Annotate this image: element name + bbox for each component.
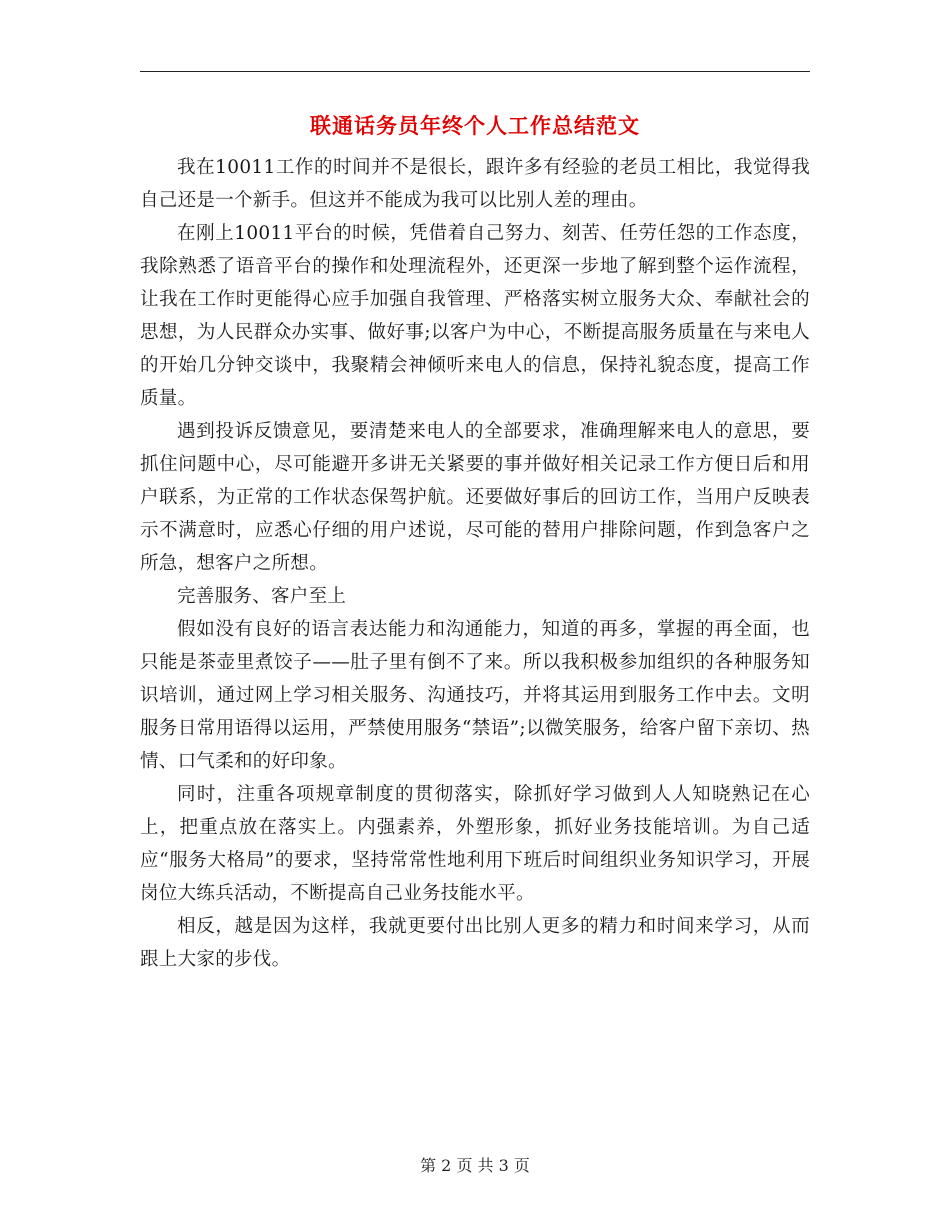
paragraph-5: 同时，注重各项规章制度的贯彻落实，除抓好学习做到人人知晓熟记在心上，把重点放在落实上。内强素养，外塑形象，抓好业务技能培训。为自己适应“服务大格局”的要求，坚持常常性地利用下班后时间组织业务知识学习，开展岗位大练兵活动，不断提高自己业务技能水平。 bbox=[140, 784, 810, 904]
paragraph-4: 假如没有良好的语言表达能力和沟通能力，知道的再多，掌握的再全面，也只能是茶壶里煮饺子——肚子里有倒不了来。所以我积极参加组织的各种服务知识培训，通过网上学习相关服务、沟通技巧，并将其运用到服务工作中去。文明服务日常用语得以运用，严禁使用服务“禁语”;以微笑服务，给客户留下亲切、热情、口气柔和的好印象。 bbox=[140, 619, 810, 772]
section-heading: 完善服务、客户至上 bbox=[177, 586, 347, 607]
paragraph-6: 相反，越是因为这样，我就更要付出比别人更多的精力和时间来学习，从而跟上大家的步伐。 bbox=[140, 916, 810, 970]
document-title: 联通话务员年终个人工作总结范文 bbox=[310, 113, 640, 138]
paragraph-3: 遇到投诉反馈意见，要清楚来电人的全部要求，准确理解来电人的意思，要抓住问题中心，尽可能避开多讲无关紧要的事并做好相关记录工作方便日后和用户联系，为正常的工作状态保驾护航。还要做好事后的回访工作，当用户反映表示不满意时，应悉心仔细的用户述说，尽可能的替用户排除问题，作到急客户之所急，想客户之所想。 bbox=[140, 421, 810, 574]
document-body bbox=[140, 151, 810, 976]
page-number: 第 2 页 共 3 页 bbox=[420, 1156, 530, 1175]
paragraph-1: 我在10011工作的时间并不是很长，跟许多有经验的老员工相比，我觉得我自己还是一个新手。但这并不能成为我可以比别人差的理由。 bbox=[140, 157, 810, 211]
paragraph-2: 在刚上10011平台的时候，凭借着自己努力、刻苦、任劳任怨的工作态度，我除熟悉了语音平台的操作和处理流程外，还更深一步地了解到整个运作流程，让我在工作时更能得心应手加强自我管理、严格落实树立服务大众、奉献社会的思想，为人民群众办实事、做好事;以客户为中心，不断提高服务质量在与来电人的开始几分钟交谈中，我聚精会神倾听来电人的信息，保持礼貌态度，提高工作质量。 bbox=[140, 223, 810, 409]
header-rule bbox=[140, 71, 810, 72]
